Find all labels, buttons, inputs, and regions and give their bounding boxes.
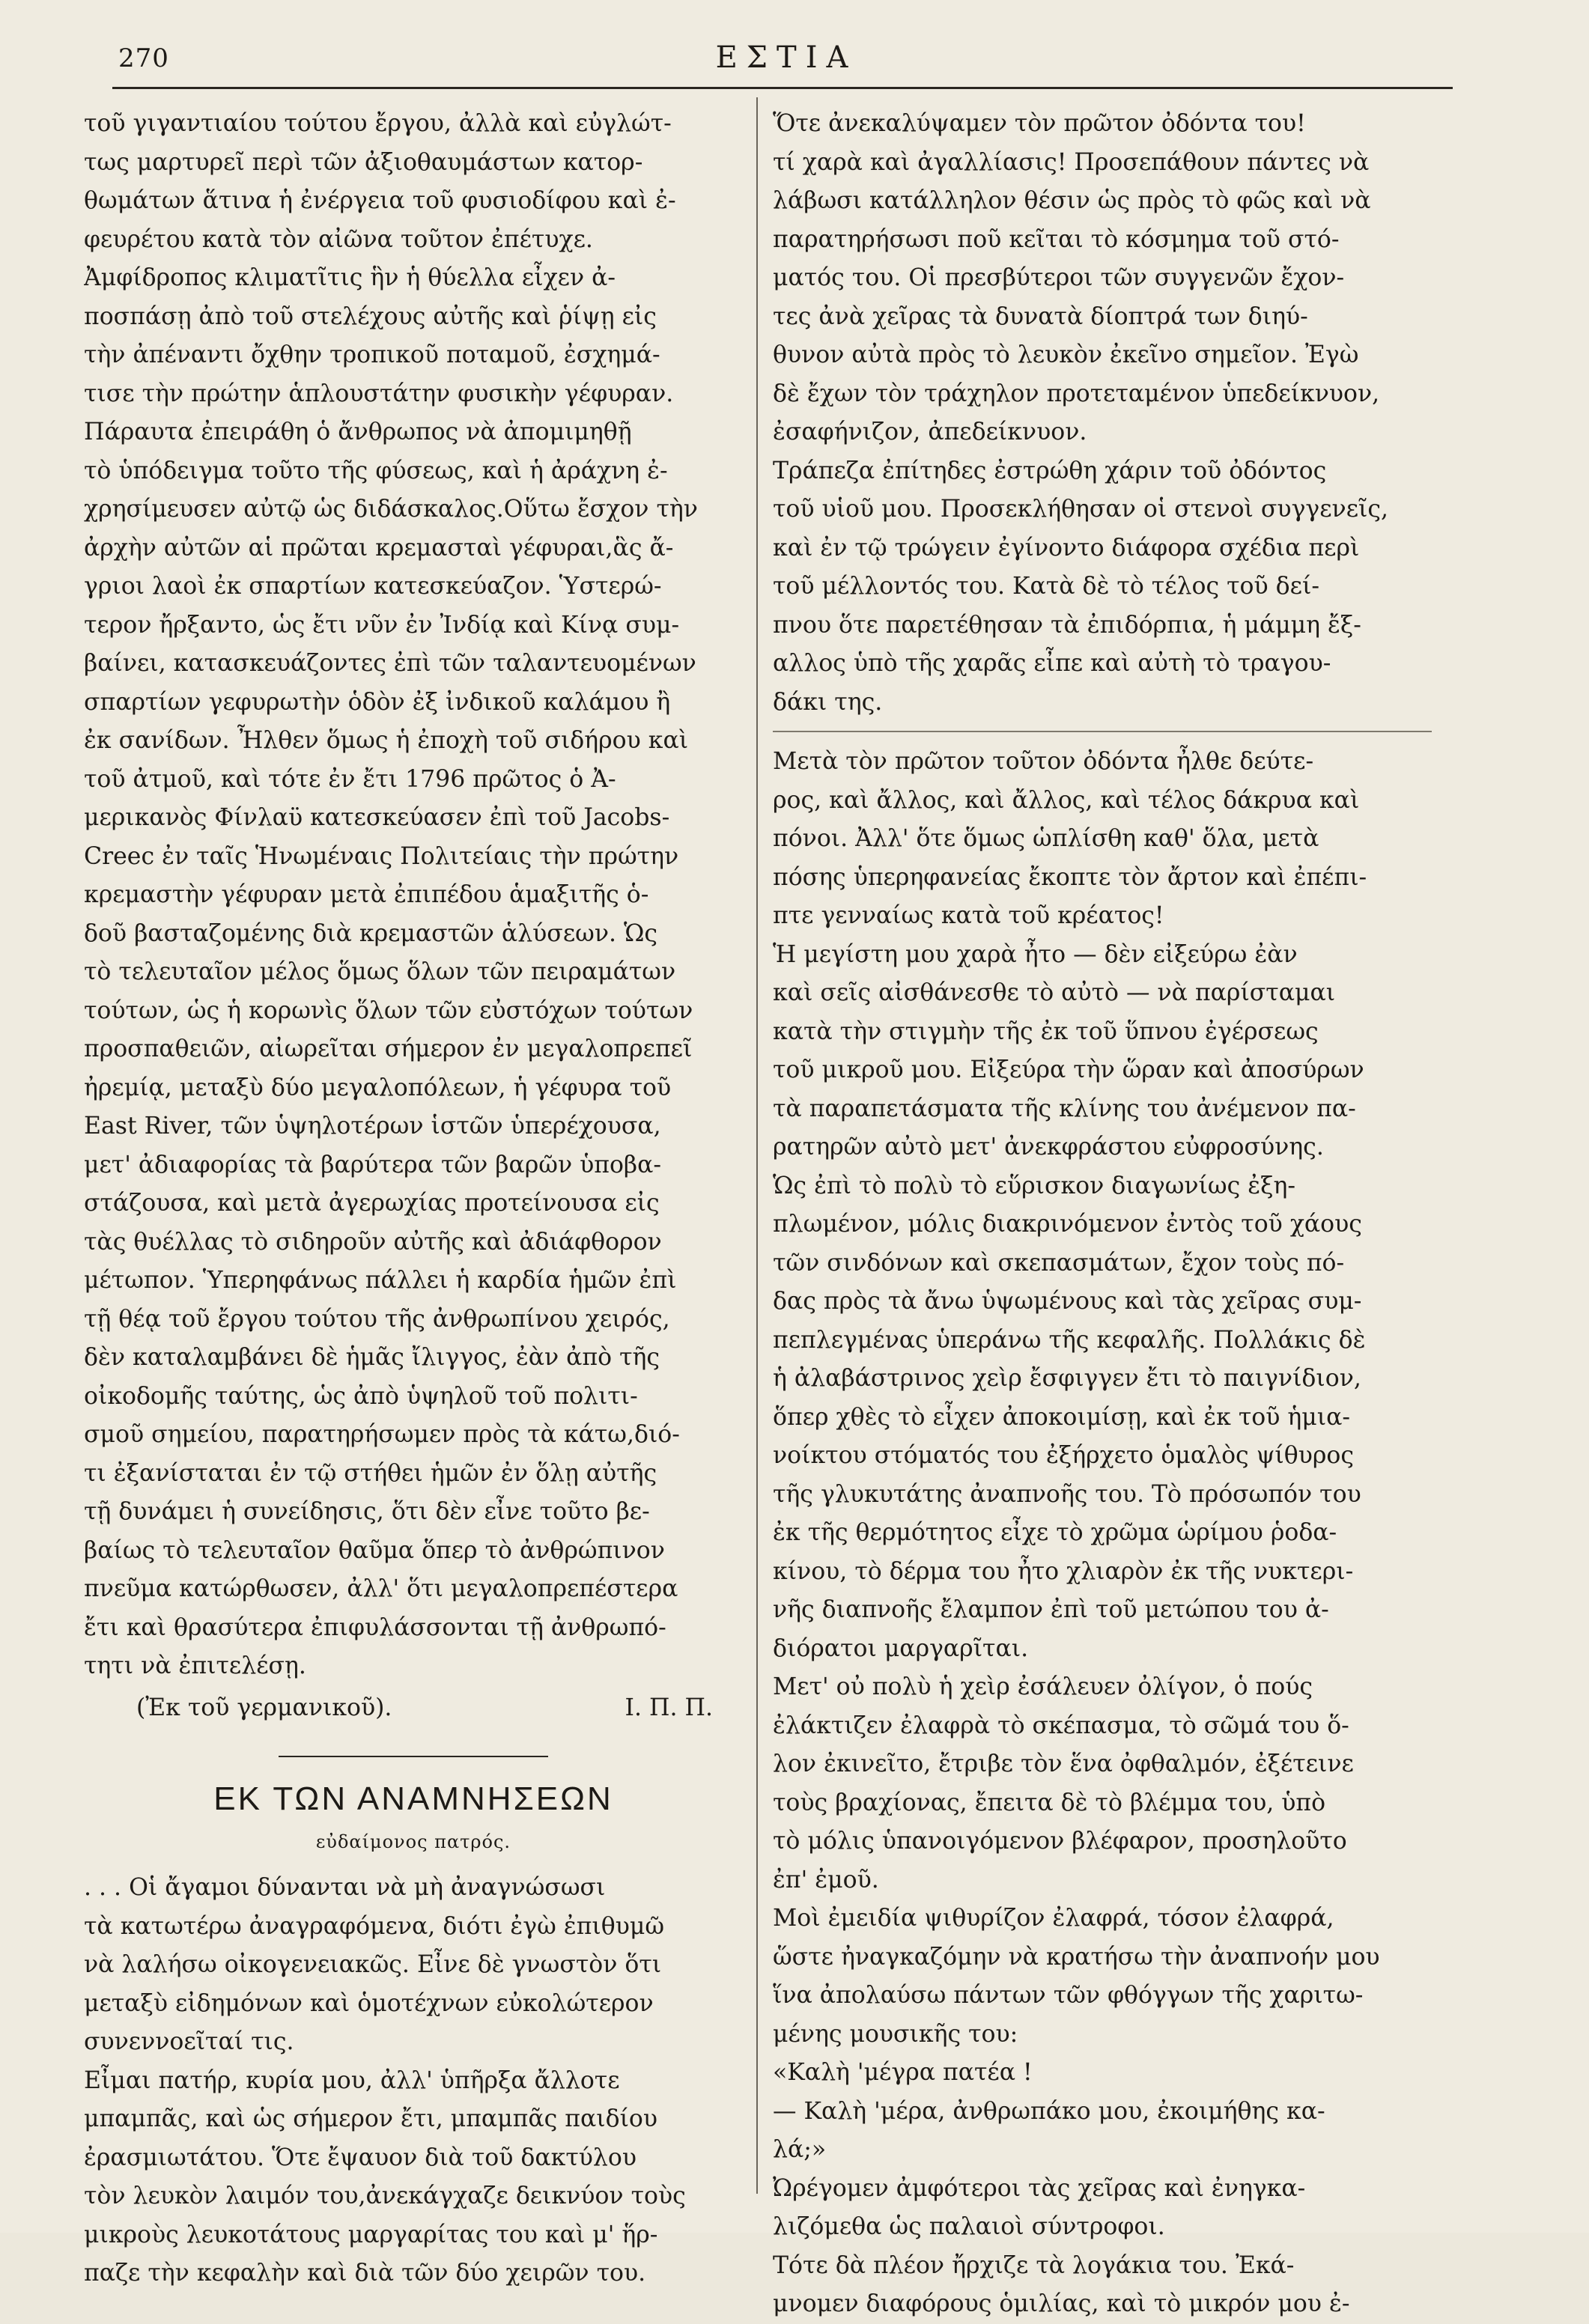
text-line: ἵνα ἀπολαύσω πάντων τῶν φθόγγων τῆς χαριτω- bbox=[773, 1982, 1364, 2009]
text-line: μερικανὸς Φίνλαϋ κατεσκεύασεν ἐπὶ τοῦ Jacobs- bbox=[84, 804, 670, 831]
text-line: πόσης ὑπερηφανείας ἔκοπτε τὸν ἄρτον καὶ ἐπέπι- bbox=[773, 863, 1367, 891]
text-line: λον ἐκινεῖτο, ἔτριβε τὸν ἕνα ὀφθαλμόν, ἐξέτεινε bbox=[773, 1750, 1354, 1777]
text-line: τὸ ὑπόδειγμα τοῦτο τῆς φύσεως, καὶ ἡ ἀράχνη ἐ- bbox=[84, 457, 668, 484]
text-line: φευρέτου κατὰ τὸν αἰῶνα τοῦτον ἐπέτυχε. bbox=[84, 225, 593, 253]
text-line: ρατηρῶν αὐτὸ μετ' ἀνεκφράστου εὐφροσύνης. bbox=[773, 1134, 1324, 1161]
text-line: σπαρτίων γεφυρωτὴν ὁδὸν ἐξ ἰνδικοῦ καλάμου ἢ bbox=[84, 688, 671, 716]
text-line: τῆς γλυκυτάτης ἀναπνοῆς του. Τὸ πρόσωπόν του bbox=[773, 1480, 1361, 1508]
text-line: τες ἀνὰ χεῖρας τὰ δυνατὰ δίοπτρά των διηύ- bbox=[773, 302, 1308, 330]
text-line: — Καλὴ 'μέρα, ἀνθρωπάκο μου, ἐκοιμήθης κα- bbox=[773, 2097, 1325, 2125]
text-line: Εἶμαι πατήρ, κυρία μου, ἀλλ' ὑπῆρξα ἄλλοτε bbox=[84, 2066, 620, 2094]
text-line: ἐρασμιωτάτου. Ὅτε ἔψαυον διὰ τοῦ δακτύλου bbox=[84, 2144, 636, 2171]
text-line: τῶν σινδόνων καὶ σκεπασμάτων, ἔχον τοὺς πό- bbox=[773, 1249, 1345, 1277]
text-line: Τότε δὰ πλέον ἤρχιζε τὰ λογάκια του. Ἐκά- bbox=[773, 2251, 1295, 2279]
text-line: Πάραυτα ἐπειράθη ὁ ἄνθρωπος νὰ ἀπομιμηθῇ bbox=[84, 419, 632, 445]
text-line: συνεννοεῖταί τις. bbox=[84, 2028, 294, 2055]
text-line: τούτων, ὡς ἡ κορωνὶς ὅλων τῶν εὐστόχων τούτων bbox=[84, 997, 693, 1024]
paragraph bbox=[773, 105, 1432, 452]
text-line: βαίνει, κατασκευάζοντες ἐπὶ τῶν ταλαντευομένων bbox=[84, 650, 696, 677]
text-line: τὰς θυέλλας τὸ σιδηροῦν αὐτῆς καὶ ἀδιάφθορον bbox=[84, 1228, 662, 1256]
text-line: τοῦ μέλλοντός του. Κατὰ δὲ τὸ τέλος τοῦ δεί- bbox=[773, 573, 1319, 600]
text-line: χρησίμευσεν αὐτῷ ὡς διδάσκαλος.Οὕτω ἔσχον τὴν bbox=[84, 496, 698, 523]
text-line: τὰ παραπετάσματα τῆς κλίνης του ἀνέμενον πα- bbox=[773, 1095, 1356, 1122]
text-line: τοῦ ἀτμοῦ, καὶ τότε ἐν ἔτι 1796 πρῶτος ὁ Ἀ- bbox=[84, 765, 616, 793]
text-line: τὸ μόλις ὑπανοιγόμενον βλέφαρον, προσηλοῦτο bbox=[773, 1828, 1347, 1855]
text-line: ἐκ σανίδων. Ἦλθεν ὅμως ἡ ἐποχὴ τοῦ σιδήρου καὶ bbox=[84, 727, 689, 754]
paragraph bbox=[773, 936, 1432, 1167]
text-line: «Καλὴ 'μέγρα πατέα ! bbox=[773, 2059, 1033, 2086]
text-line: προσπαθειῶν, αἰωρεῖται σήμερον ἐν μεγαλοπρεπεῖ bbox=[84, 1035, 693, 1062]
paragraph bbox=[773, 743, 1432, 936]
text-line: τί χαρὰ καὶ ἀγαλλίασις! Προσεπάθουν πάντες νὰ bbox=[773, 148, 1370, 176]
text-line: ὥστε ἠναγκαζόμην νὰ κρατήσω τὴν ἀναπνοήν μου bbox=[773, 1943, 1380, 1971]
text-line: πόνοι. Ἀλλ' ὅτε ὅμως ὡπλίσθη καθ' ὅλα, μετὰ bbox=[773, 825, 1319, 852]
text-line: τως μαρτυρεῖ περὶ τῶν ἀξιοθαυμάστων κατορ- bbox=[84, 148, 643, 176]
text-line: East River, τῶν ὑψηλοτέρων ἱστῶν ὑπερέχουσα, bbox=[84, 1113, 661, 1140]
text-line: τῇ θέᾳ τοῦ ἔργου τούτου τῆς ἀνθρωπίνου χειρός, bbox=[84, 1305, 670, 1333]
text-line: τὴν ἀπέναντι ὄχθην τροπικοῦ ποταμοῦ, ἐσχημά- bbox=[84, 341, 660, 368]
text-line: λά;» bbox=[773, 2136, 827, 2163]
paragraph bbox=[773, 1167, 1432, 1669]
text-line: παζε τὴν κεφαλὴν καὶ διὰ τῶν δύο χειρῶν του. bbox=[84, 2260, 646, 2287]
text-line: πνου ὅτε παρετέθησαν τὰ ἐπιδόρπια, ἡ μάμμη ἔξ- bbox=[773, 611, 1361, 639]
section-title: ΕΚ ΤΩΝ ΑΝΑΜΝΗΣΕΩΝ bbox=[213, 1780, 613, 1817]
text-line: . . . Οἱ ἄγαμοι δύνανται νὰ μὴ ἀναγνώσωσι bbox=[84, 1874, 606, 1901]
text-line: τοῦ υἱοῦ μου. Προσεκλήθησαν οἱ στενοὶ συγγενεῖς, bbox=[773, 496, 1389, 523]
text-line: Ὠρέγομεν ἀμφότεροι τὰς χεῖρας καὶ ἐνηγκα- bbox=[773, 2174, 1306, 2202]
text-line: δοῦ βασταζομένης διὰ κρεμαστῶν ἁλύσεων. Ὡς bbox=[84, 919, 658, 947]
text-line: μνομεν διαφόρους ὁμιλίας, καὶ τὸ μικρόν μου ἐ- bbox=[773, 2290, 1350, 2317]
signoff bbox=[84, 1689, 743, 1728]
running-title: ΕΣΤΙΑ bbox=[715, 40, 857, 75]
text-line: ἀρχὴν αὐτῶν αἱ πρῶται κρεμασταὶ γέφυραι,ἃς ἄ- bbox=[84, 534, 674, 562]
text-line: τι ἐξανίσταται ἐν τῷ στήθει ἡμῶν ἐν ὅλῃ αὐτῆς bbox=[84, 1459, 657, 1487]
text-line: δὲν καταλαμβάνει δὲ ἡμᾶς ἴλιγγος, ἐὰν ἀπὸ τῆς bbox=[84, 1344, 660, 1371]
text-line: δάκι της. bbox=[773, 688, 883, 716]
text-line: καὶ σεῖς αἰσθάνεσθε τὸ αὐτὸ — νὰ παρίσταμαι bbox=[773, 979, 1336, 1006]
paragraph bbox=[84, 2062, 743, 2293]
paragraph bbox=[84, 413, 743, 1686]
text-line: ὅπερ χθὲς τὸ εἶχεν ἀποκοιμίσῃ, καὶ ἐκ τοῦ ἡμια- bbox=[773, 1403, 1351, 1431]
text-line: τὸ τελευταῖον μέλος ὅμως ὅλων τῶν πειραμάτων bbox=[84, 958, 676, 985]
text-line: τητι νὰ ἐπιτελέσῃ. bbox=[84, 1652, 306, 1679]
section-rule bbox=[279, 1756, 548, 1757]
paragraph bbox=[773, 2054, 1432, 2093]
text-line: κατὰ τὴν στιγμὴν τῆς ἐκ τοῦ ὕπνου ἐγέρσεως bbox=[773, 1017, 1319, 1045]
text-line: Ἡ μεγίστη μου χαρὰ ἦτο — δὲν εἰξεύρω ἐὰν bbox=[773, 940, 1298, 968]
text-line: θωμάτων ἅτινα ἡ ἐνέργεια τοῦ φυσιοδίφου καὶ ἐ- bbox=[84, 187, 676, 214]
text-line: πλωμένον, μόλις διακρινόμενον ἐντὸς τοῦ χάους bbox=[773, 1211, 1362, 1238]
text-line: καὶ ἐν τῷ τρώγειν ἐγίνοντο διάφορα σχέδια περὶ bbox=[773, 534, 1360, 562]
text-line: ρος, καὶ ἄλλος, καὶ ἄλλος, καὶ τέλος δάκρυα καὶ bbox=[773, 786, 1360, 814]
paragraph bbox=[773, 452, 1432, 723]
text-line: Ὅτε ἀνεκαλύψαμεν τὸν πρῶτον ὀδόντα του! bbox=[773, 110, 1306, 137]
text-line: ματός του. Οἱ πρεσβύτεροι τῶν συγγενῶν ἔχον- bbox=[773, 264, 1345, 291]
text-line: δὲ ἔχων τὸν τράχηλον προτεταμένον ὑπεδείκνυον, bbox=[773, 380, 1380, 407]
header-rule bbox=[112, 87, 1453, 89]
text-line: πτε γενναίως κατὰ τοῦ κρέατος! bbox=[773, 902, 1164, 929]
text-line: πεπλεγμένας ὑπεράνω τῆς κεφαλῆς. Πολλάκις δὲ bbox=[773, 1326, 1366, 1354]
text-line: στάζουσα, καὶ μετὰ ἀγερωχίας προτείνουσα εἰς bbox=[84, 1190, 660, 1217]
page-number: 270 bbox=[118, 43, 169, 73]
paragraph bbox=[773, 1668, 1432, 1899]
text-line: λιζόμεθα ὡς παλαιοὶ σύντροφοι. bbox=[773, 2213, 1165, 2240]
left-column bbox=[84, 105, 743, 2293]
text-line: Ὡς ἐπὶ τὸ πολὺ τὸ εὕρισκον διαγωνίως ἐξη- bbox=[773, 1172, 1295, 1199]
text-line: Μετ' οὐ πολὺ ἡ χεὶρ ἐσάλευεν ὀλίγον, ὁ πούς bbox=[773, 1673, 1313, 1700]
text-line: ἠρεμίᾳ, μεταξὺ δύο μεγαλοπόλεων, ἡ γέφυρα τοῦ bbox=[84, 1074, 672, 1101]
text-line: νῆς διαπνοῆς ἔλαμπον ἐπὶ τοῦ μετώπου του ἀ- bbox=[773, 1596, 1329, 1623]
text-line: νὰ λαλήσω οἰκογενειακῶς. Εἶνε δὲ γνωστὸν ὅτι bbox=[84, 1951, 662, 1978]
paragraph bbox=[84, 1869, 743, 2062]
text-line: Ἀμφίδροπος κλιματῖτις ἣν ἡ θύελλα εἶχεν ἀ- bbox=[84, 264, 616, 291]
paragraph bbox=[84, 105, 743, 259]
text-line: μετ' ἀδιαφορίας τὰ βαρύτερα τῶν βαρῶν ὑποβα- bbox=[84, 1151, 662, 1178]
paragraph bbox=[84, 259, 743, 413]
text-line: βαίως τὸ τελευταῖον θαῦμα ὅπερ τὸ ἀνθρώπινον bbox=[84, 1536, 665, 1564]
text-line: ἡ ἀλαβάστρινος χεὶρ ἔσφιγγεν ἔτι τὸ παιγνίδιον, bbox=[773, 1365, 1361, 1392]
text-line: αλλος ὑπὸ τῆς χαρᾶς εἶπε καὶ αὐτὴ τὸ τραγου- bbox=[773, 650, 1331, 677]
author-initials: Ι. Π. Π. bbox=[625, 1694, 713, 1721]
text-line: μικροὺς λευκοτάτους μαργαρίτας του καὶ μ' ἥρ- bbox=[84, 2221, 658, 2248]
text-line: μπαμπᾶς, καὶ ὡς σήμερον ἔτι, μπαμπᾶς παιδίου bbox=[84, 2105, 658, 2132]
text-line: Τράπεζα ἐπίτηδες ἐστρώθη χάριν τοῦ ὀδόντος bbox=[773, 457, 1327, 484]
text-line: γριοι λαοὶ ἐκ σπαρτίων κατεσκεύαζον. Ὑστερώ- bbox=[84, 573, 662, 600]
paragraph bbox=[773, 2170, 1432, 2247]
text-line: μένης μουσικῆς του: bbox=[773, 2020, 1018, 2048]
text-line: θυνον αὐτὰ πρὸς τὸ λευκὸν ἐκεῖνο σημεῖον. Ἐγὼ bbox=[773, 341, 1359, 368]
text-line: σμοῦ σημείου, παρατηρήσωμεν πρὸς τὰ κάτω,διό- bbox=[84, 1421, 680, 1448]
text-line: τοῦ γιγαντιαίου τούτου ἔργου, ἀλλὰ καὶ εὐγλώτ- bbox=[84, 110, 672, 137]
text-line: Creec ἐν ταῖς Ἡνωμέναις Πολιτείαις τὴν πρώτην bbox=[84, 842, 679, 870]
text-line: κίνου, τὸ δέρμα του ἦτο χλιαρὸν ἐκ τῆς νυκτερι- bbox=[773, 1557, 1354, 1585]
text-line: παρατηρήσωσι ποῦ κεῖται τὸ κόσμημα τοῦ στό- bbox=[773, 225, 1340, 253]
text-line: διόρατοι μαργαρῖται. bbox=[773, 1634, 1029, 1662]
text-line: ἐσαφήνιζον, ἀπεδείκνυον. bbox=[773, 419, 1087, 445]
section-subtitle: εὐδαίμονος πατρός. bbox=[315, 1831, 511, 1852]
text-line: πνεῦμα κατώρθωσεν, ἀλλ' ὅτι μεγαλοπρεπέστερα bbox=[84, 1575, 678, 1602]
text-line: τισε τὴν πρώτην ἁπλουστάτην φυσικὴν γέφυραν. bbox=[84, 380, 674, 407]
paragraph bbox=[773, 2247, 1432, 2324]
text-line: ἔτι καὶ θρασύτερα ἐπιφυλάσσονται τῇ ἀνθρωπό- bbox=[84, 1613, 666, 1641]
text-line: κρεμαστὴν γέφυραν μετὰ ἐπιπέδου ἁμαξιτῆς ὁ- bbox=[84, 881, 649, 908]
text-line: τῇ δυνάμει ἡ συνείδησις, ὅτι δὲν εἶνε τοῦτο βε- bbox=[84, 1498, 650, 1525]
text-line: τερον ἤρξαντο, ὡς ἔτι νῦν ἐν Ἰνδίᾳ καὶ Κίνᾳ συμ- bbox=[84, 611, 680, 639]
text-line: ποσπάσῃ ἀπὸ τοῦ στελέχους αὐτῆς καὶ ῥίψῃ εἰς bbox=[84, 302, 657, 330]
text-line: τοὺς βραχίονας, ἔπειτα δὲ τὸ βλέμμα του, ὑπὸ bbox=[773, 1789, 1326, 1816]
right-column bbox=[773, 105, 1432, 2324]
text-line: ἐπ' ἐμοῦ. bbox=[773, 1866, 879, 1893]
source-note: (Ἐκ τοῦ γερμανικοῦ). bbox=[136, 1694, 392, 1721]
text-line: μεταξὺ εἰδημόνων καὶ ὁμοτέχνων εὐκολώτερον bbox=[84, 1989, 654, 2017]
text-line: ἐκ τῆς θερμότητος εἶχε τὸ χρῶμα ὡρίμου ῥοδα- bbox=[773, 1519, 1337, 1546]
column-divider bbox=[756, 97, 758, 2194]
column-rule bbox=[773, 731, 1432, 732]
text-line: δας πρὸς τὰ ἄνω ὑψωμένους καὶ τὰς χεῖρας συμ- bbox=[773, 1288, 1362, 1315]
text-line: Μετὰ τὸν πρῶτον τοῦτον ὀδόντα ἦλθε δεύτε- bbox=[773, 748, 1314, 775]
text-line: μέτωπον. Ὑπερηφάνως πάλλει ἡ καρδία ἡμῶν ἐπὶ bbox=[84, 1267, 677, 1294]
text-line: τὸν λευκὸν λαιμόν του,ἀνεκάγχαζε δεικνύον τοὺς bbox=[84, 2182, 686, 2209]
paragraph bbox=[773, 2093, 1432, 2170]
text-line: νοίκτου στόματός του ἐξήρχετο ὁμαλὸς ψίθυρος bbox=[773, 1442, 1354, 1469]
text-line: Μοὶ ἐμειδία ψιθυρίζον ἐλαφρά, τόσον ἐλαφρά, bbox=[773, 1905, 1334, 1932]
text-line: λάβωσι κατάλληλον θέσιν ὡς πρὸς τὸ φῶς καὶ νὰ bbox=[773, 187, 1371, 214]
page-header bbox=[112, 30, 1460, 82]
paragraph bbox=[773, 1899, 1432, 2054]
text-line: οἰκοδομῆς ταύτης, ὡς ἀπὸ ὑψηλοῦ τοῦ πολιτι- bbox=[84, 1382, 638, 1410]
text-line: τὰ κατωτέρω ἀναγραφόμενα, διότι ἐγὼ ἐπιθυμῶ bbox=[84, 1912, 665, 1940]
text-line: ἐλάκτιζεν ἐλαφρὰ τὸ σκέπασμα, τὸ σῶμά του ὅ- bbox=[773, 1712, 1349, 1739]
text-line: τοῦ μικροῦ μου. Εἰξεύρα τὴν ὥραν καὶ ἀποσύρων bbox=[773, 1056, 1364, 1083]
